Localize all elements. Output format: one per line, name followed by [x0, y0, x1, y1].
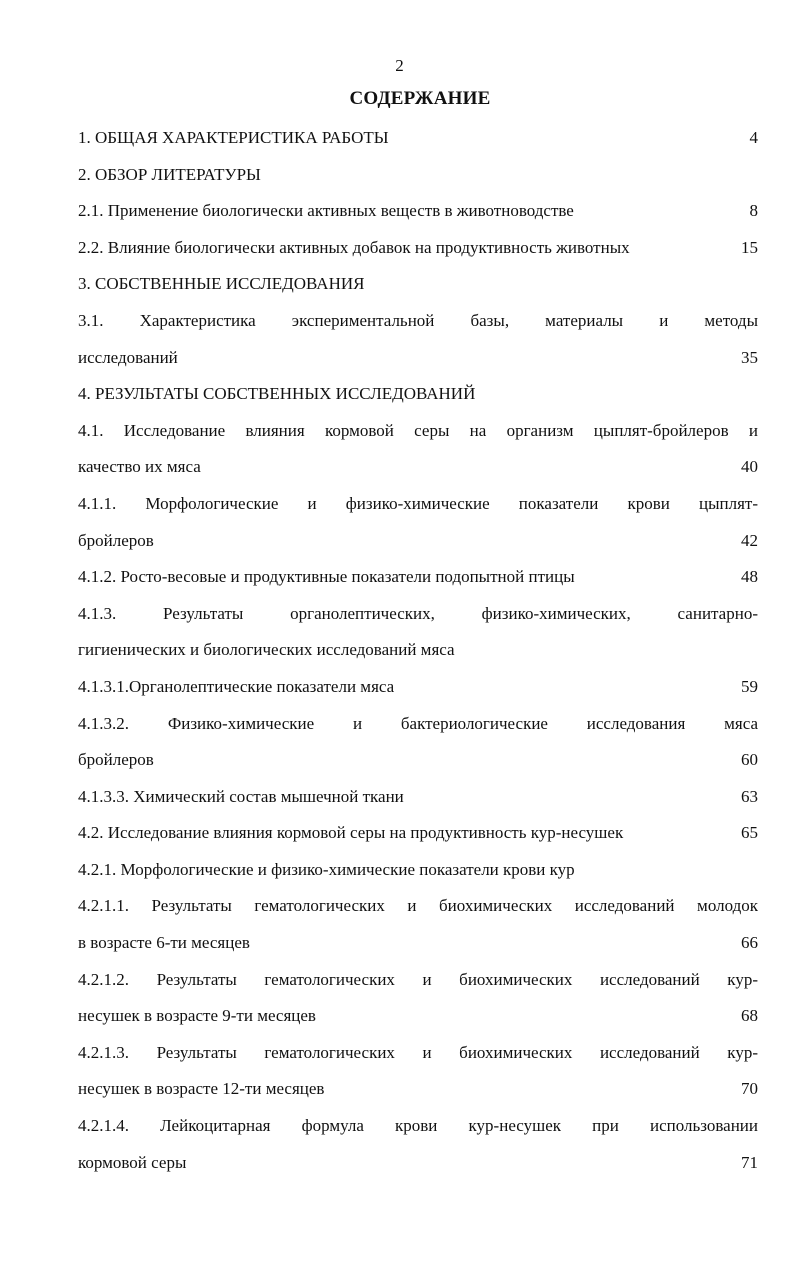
page-number: 2: [395, 56, 404, 75]
toc-entry-page: 8: [749, 201, 758, 221]
toc-entry-text: 4.1. Исследование влияния кормовой серы на организм цыплят-бройлеров и: [78, 420, 758, 440]
toc-entry-page: 59: [741, 676, 758, 696]
toc-entry-page: 42: [741, 530, 758, 550]
toc-entry-text: 1. ОБЩАЯ ХАРАКТЕРИСТИКА РАБОТЫ: [78, 128, 389, 147]
toc-entry-text: 4.1.1. Морфологические и физико-химические показатели крови цыплят-: [78, 493, 758, 513]
toc-entry-text: 2. ОБЗОР ЛИТЕРАТУРЫ: [78, 164, 261, 184]
toc-entry-page: 63: [741, 786, 758, 806]
toc-entry: [78, 998, 758, 1035]
toc-entry-text: 3.1. Характеристика экспериментальной базы, материалы и методы: [78, 310, 758, 330]
toc-entry: [78, 413, 758, 450]
toc-entry: [78, 1035, 758, 1072]
toc-entry-page: 40: [741, 457, 758, 477]
toc-entry: [78, 1145, 758, 1182]
toc-entry: [78, 962, 758, 999]
toc-entry-text: 4.2.1.3. Результаты гематологических и биохимических исследований кур-: [78, 1042, 758, 1062]
toc-entry: [78, 1108, 758, 1145]
toc-entry: [78, 559, 758, 596]
toc-entry-text: 4.2.1.4. Лейкоцитарная формула крови кур-несушек при использовании: [78, 1116, 758, 1136]
toc-entry-text: 2.1. Применение биологически активных веществ в животноводстве: [78, 201, 574, 221]
toc-entry-text: 4.2.1.1. Результаты гематологических и биохимических исследований молодок: [78, 896, 758, 916]
toc-entry-text: 4.1.3.3. Химический состав мышечной ткани: [78, 786, 404, 806]
toc-entry: [78, 742, 758, 779]
toc-entry: [78, 925, 758, 962]
toc-entry-page: 15: [741, 237, 758, 257]
toc-entry: [78, 340, 758, 377]
toc-entry: [78, 888, 758, 925]
toc-entry-text: 4.1.2. Росто-весовые и продуктивные показатели подопытной птицы: [78, 567, 575, 587]
toc-entry-text: несушек в возрасте 12-ти месяцев: [78, 1079, 325, 1099]
toc-entry: [78, 632, 758, 669]
toc-entry-text: гигиенических и биологических исследований мяса: [78, 640, 455, 660]
toc-entry: [78, 193, 758, 230]
toc-entry-text: 3. СОБСТВЕННЫЕ ИССЛЕДОВАНИЯ: [78, 274, 365, 294]
page-title: СОДЕРЖАНИЕ: [349, 88, 491, 109]
toc-entry-page: 66: [741, 933, 758, 953]
toc-entry-text: в возрасте 6-ти месяцев: [78, 933, 250, 953]
toc-entry-text: 2.2. Влияние биологически активных добавок на продуктивность животных: [78, 237, 630, 257]
toc-entry-page: 35: [741, 347, 758, 367]
toc-entry: [78, 303, 758, 340]
toc-entry-text: исследований: [78, 347, 178, 367]
toc-entry-text: бройлеров: [78, 530, 154, 550]
toc-entry: [78, 120, 758, 157]
toc-entry-page: 60: [741, 750, 758, 770]
toc-entry-text: качество их мяса: [78, 457, 201, 477]
toc-entry-text: бройлеров: [78, 750, 154, 770]
toc-entry-text: 4.2. Исследование влияния кормовой серы на продуктивность кур-несушек: [78, 823, 624, 843]
toc-entry-text: 4.1.3.1.Органолептические показатели мяса: [78, 676, 395, 696]
toc-entry: [78, 669, 758, 706]
toc-entry: [78, 852, 758, 889]
toc-entry: [78, 596, 758, 633]
toc-entry-text: кормовой серы: [78, 1152, 187, 1172]
toc-entry-text: 4.1.3.2. Физико-химические и бактериологические исследования мяса: [78, 713, 758, 733]
toc-entry-page: 71: [741, 1152, 758, 1172]
toc-entry-text: 4. РЕЗУЛЬТАТЫ СОБСТВЕННЫХ ИССЛЕДОВАНИЙ: [78, 384, 476, 404]
toc-entry: [78, 815, 758, 852]
toc-entry: [78, 779, 758, 816]
toc-entry-text: 4.2.1. Морфологические и физико-химические показатели крови кур: [78, 859, 575, 879]
toc-entry: [78, 449, 758, 486]
toc-entry: [78, 157, 758, 194]
toc-entry-page: 70: [741, 1079, 758, 1099]
toc-entry: [78, 486, 758, 523]
toc-entry: [78, 523, 758, 560]
toc-entry-text: несушек в возрасте 9-ти месяцев: [78, 1006, 316, 1026]
toc-entry-page: 65: [741, 823, 758, 843]
toc-entry-text: 4.2.1.2. Результаты гематологических и биохимических исследований кур-: [78, 969, 758, 989]
toc-entry-text: 4.1.3. Результаты органолептических, физико-химических, санитарно-: [78, 603, 758, 623]
toc-entry: [78, 266, 758, 303]
toc-entry: [78, 230, 758, 267]
toc-entry-page: 48: [741, 567, 758, 587]
toc-entry-page: 4: [749, 128, 758, 147]
toc-entry: [78, 706, 758, 743]
toc-entry: [78, 1071, 758, 1108]
toc-entry: [78, 376, 758, 413]
toc-entry-page: 68: [741, 1006, 758, 1026]
table-of-contents: [78, 120, 758, 1181]
